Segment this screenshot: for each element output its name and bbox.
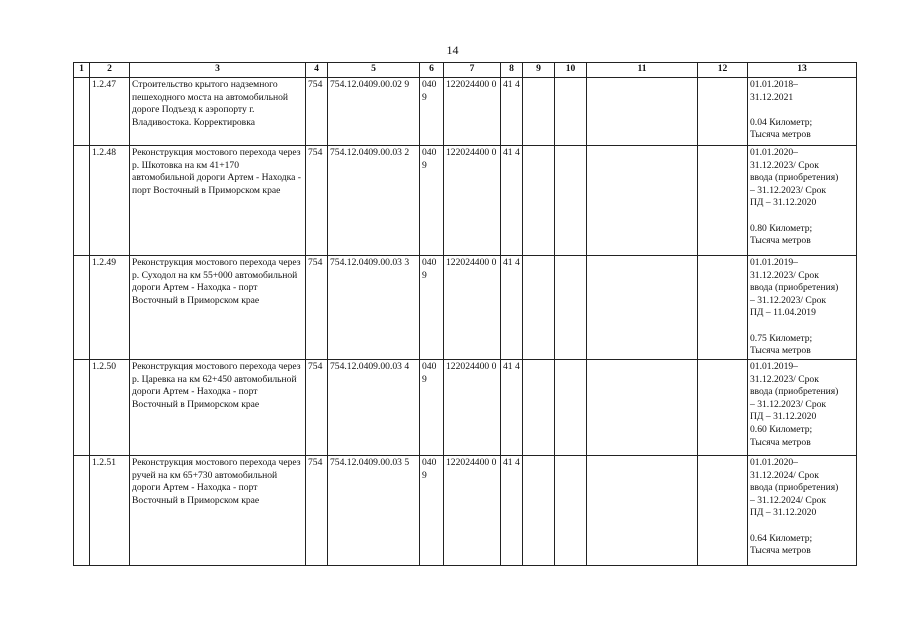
cell-col-9 — [523, 146, 555, 256]
header-row — [74, 63, 857, 78]
column-header-13: 13 — [748, 63, 857, 78]
cell-col-2: 1.2.47 — [90, 78, 130, 146]
table-row — [74, 360, 857, 456]
cell-col-12 — [698, 360, 748, 456]
cell-col-1 — [74, 78, 90, 146]
table-row — [74, 146, 857, 256]
cell-col-2: 1.2.50 — [90, 360, 130, 456]
measure-text: 0.64 Километр; Тысяча метров — [750, 532, 813, 557]
cell-col-5: 754.12.0409.00.03 5 — [328, 456, 420, 566]
period-text: 01.01.2019– 31.12.2023/ Срок ввода (приобретения) – 31.12.2023/ Срок ПД – 11.04.2019 — [750, 257, 839, 319]
page-number: 14 — [446, 43, 459, 57]
cell-col-2: 1.2.48 — [90, 146, 130, 256]
column-header-2: 2 — [90, 63, 130, 78]
cell-col-7: 122024400 0 — [444, 360, 501, 456]
measure-text: 0.80 Километр; Тысяча метров — [750, 222, 813, 247]
cell-col-9 — [523, 78, 555, 146]
cell-col-10 — [555, 360, 587, 456]
cell-col-7: 122024400 0 — [444, 256, 501, 360]
measure-text: 0.60 Километр; Тысяча метров — [750, 423, 813, 448]
cell-col-11 — [587, 256, 698, 360]
table-row — [74, 256, 857, 360]
cell-col-8: 41 4 — [501, 256, 523, 360]
column-header-10: 10 — [555, 63, 587, 78]
cell-col-8: 41 4 — [501, 360, 523, 456]
column-header-6: 6 — [420, 63, 444, 78]
data-table — [73, 62, 857, 566]
cell-col-1 — [74, 360, 90, 456]
cell-col-6: 040 9 — [420, 146, 444, 256]
cell-col-7: 122024400 0 — [444, 146, 501, 256]
period-text: 01.01.2019– 31.12.2023/ Срок ввода (приобретения) – 31.12.2023/ Срок ПД – 31.12.2020 — [750, 361, 839, 423]
cell-col-11 — [587, 146, 698, 256]
cell-col-5: 754.12.0409.00.03 3 — [328, 256, 420, 360]
cell-col-5: 754.12.0409.00.02 9 — [328, 78, 420, 146]
cell-col-13 — [748, 456, 857, 566]
column-header-1: 1 — [74, 63, 90, 78]
column-header-8: 8 — [501, 63, 523, 78]
measure-text: 0.75 Километр; Тысяча метров — [750, 332, 813, 357]
period-text: 01.01.2020– 31.12.2024/ Срок ввода (приобретения) – 31.12.2024/ Срок ПД – 31.12.2020 — [750, 457, 839, 519]
cell-col-1 — [74, 456, 90, 566]
cell-col-4: 754 — [306, 456, 328, 566]
column-header-7: 7 — [444, 63, 501, 78]
cell-col-13 — [748, 146, 857, 256]
cell-col-10 — [555, 256, 587, 360]
table-row — [74, 456, 857, 566]
cell-col-11 — [587, 360, 698, 456]
column-header-12: 12 — [698, 63, 748, 78]
cell-col-6: 040 9 — [420, 256, 444, 360]
cell-col-6: 040 9 — [420, 360, 444, 456]
cell-col-4: 754 — [306, 256, 328, 360]
cell-col-7: 122024400 0 — [444, 78, 501, 146]
period-text: 01.01.2018– 31.12.2021 — [750, 79, 798, 103]
cell-col-1 — [74, 256, 90, 360]
cell-col-3: Реконструкция мостового перехода через р. Шкотовка на км 41+170 автомобильной дороги Артем - Находка - порт Восточный в Приморском крае — [130, 146, 306, 256]
cell-col-6: 040 9 — [420, 456, 444, 566]
cell-col-2: 1.2.49 — [90, 256, 130, 360]
cell-col-5: 754.12.0409.00.03 4 — [328, 360, 420, 456]
table-body — [74, 78, 857, 566]
cell-col-3: Реконструкция мостового перехода через р. Суходол на км 55+000 автомобильной дороги Артем - Находка - порт Восточный в Приморском крае — [130, 256, 306, 360]
cell-col-13 — [748, 256, 857, 360]
cell-col-9 — [523, 360, 555, 456]
cell-col-12 — [698, 256, 748, 360]
spacer — [750, 320, 854, 333]
cell-col-12 — [698, 456, 748, 566]
cell-col-9 — [523, 456, 555, 566]
cell-col-6: 040 9 — [420, 78, 444, 146]
cell-col-10 — [555, 78, 587, 146]
cell-col-3: Реконструкция мостового перехода через ручей на км 65+730 автомобильной дороги Артем - Находка - порт Восточный в Приморском крае — [130, 456, 306, 566]
cell-col-10 — [555, 456, 587, 566]
cell-col-8: 41 4 — [501, 456, 523, 566]
cell-col-3: Строительство крытого надземного пешеходного моста на автомобильной дороге Подъезд к аэропорту г. Владивостока. Корректировка — [130, 78, 306, 146]
cell-col-12 — [698, 146, 748, 256]
cell-col-11 — [587, 456, 698, 566]
spacer — [750, 520, 854, 533]
cell-col-8: 41 4 — [501, 78, 523, 146]
cell-col-7: 122024400 0 — [444, 456, 501, 566]
cell-col-8: 41 4 — [501, 146, 523, 256]
cell-col-3: Реконструкция мостового перехода через р. Царевка на км 62+450 автомобильной дороги Артем - Находка - порт Восточный в Приморском крае — [130, 360, 306, 456]
cell-col-9 — [523, 256, 555, 360]
column-header-9: 9 — [523, 63, 555, 78]
cell-col-13 — [748, 360, 857, 456]
column-header-5: 5 — [328, 63, 420, 78]
column-header-4: 4 — [306, 63, 328, 78]
column-header-3: 3 — [130, 63, 306, 78]
spacer — [750, 210, 854, 223]
period-text: 01.01.2020– 31.12.2023/ Срок ввода (приобретения) – 31.12.2023/ Срок ПД – 31.12.2020 — [750, 147, 839, 209]
cell-col-4: 754 — [306, 146, 328, 256]
spacer — [750, 104, 854, 117]
cell-col-12 — [698, 78, 748, 146]
cell-col-4: 754 — [306, 360, 328, 456]
table-row — [74, 78, 857, 146]
cell-col-2: 1.2.51 — [90, 456, 130, 566]
cell-col-11 — [587, 78, 698, 146]
cell-col-1 — [74, 146, 90, 256]
cell-col-4: 754 — [306, 78, 328, 146]
measure-text: 0.04 Километр; Тысяча метров — [750, 116, 813, 141]
cell-col-10 — [555, 146, 587, 256]
cell-col-5: 754.12.0409.00.03 2 — [328, 146, 420, 256]
column-header-11: 11 — [587, 63, 698, 78]
cell-col-13 — [748, 78, 857, 146]
